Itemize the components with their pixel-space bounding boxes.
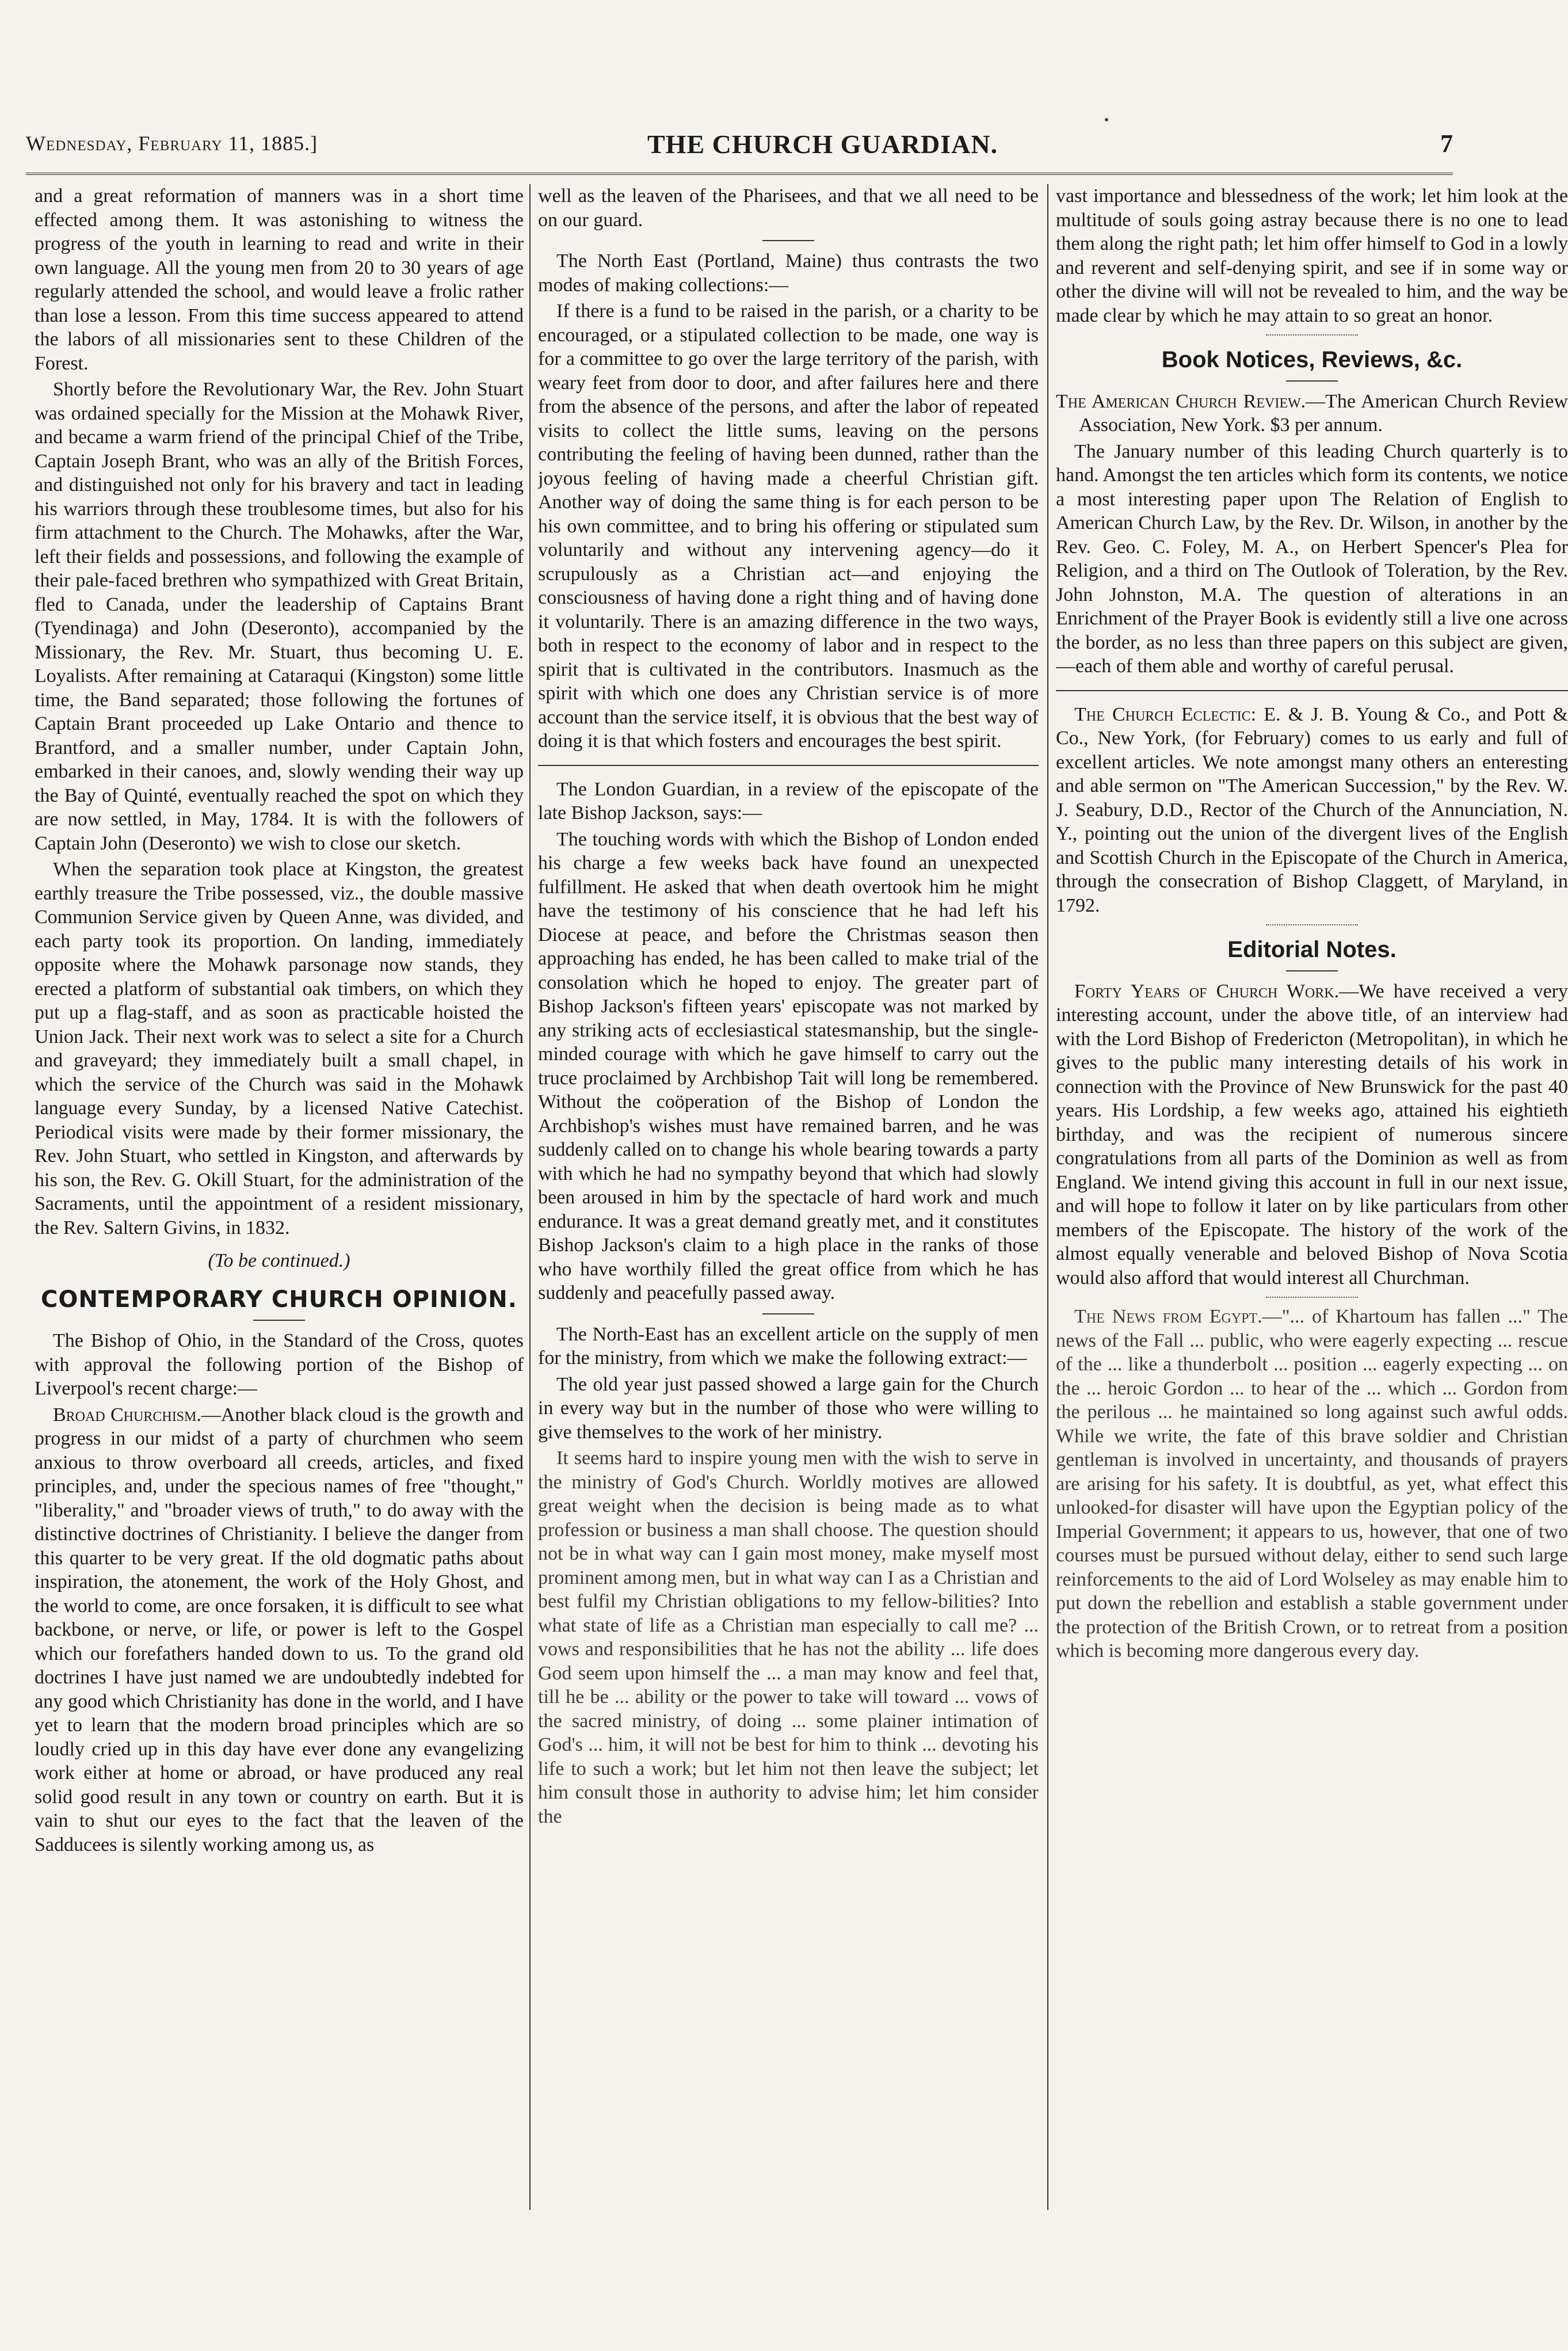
column-2 [538, 184, 1039, 2233]
dotted-rule [1266, 1297, 1358, 1298]
masthead-rule [26, 173, 1453, 175]
article-paragraph: The touching words with which the Bishop of London ended his charge a few weeks back have found an unexpected fulfillment. He asked that when death overtook him he might have the testimony of his conscience that he had left his Diocese at peace, and before the Christmas season then approaching has ended, he has been called to make trial of the consolation which he hoped to enjoy. The greater part of Bishop Jackson's fifteen years' episcopate was not marked by any striking acts of ecclesiastical statesmanship, but the single-minded courage with which he gave himself to carry out the truce proclaimed by Archbishop Tait will long be remembered. Without the coöperation of the Bishop of London the Archbishop's wishes must have remained barren, and he was suddenly called on to change his whole bearing towards a party with which he had no sympathy beyond that which had slowly been aroused in him by the spectacle of hard work and much endurance. It was a great demand greatly met, and it constitutes Bishop Jackson's claim to a high place in the ranks of those who have worthily filled the great office from which he has suddenly and peacefully passed away. [538, 828, 1039, 1304]
issue-date: Wednesday, February 11, 1885.] [26, 132, 318, 155]
paragraph-body: has an excellent article on the supply of men for the ministry, from which we make the following extract:— [538, 1323, 1039, 1369]
to-be-continued: (To be continued.) [208, 1250, 350, 1271]
paragraph-body: —We have received a very interesting account, under the above title, of an interview had with the Lord Bishop of Fredericton (Metropolitan), in which he gives to the public many interesting details of his work in connection with the Province of New Brunswick for the past 40 years. His Lordship, a few weeks ago, attained his eightieth birthday, and was the recipient of numerous sincere congratulations from all parts of the Dominion as well as from England. We intend giving this account in full in our next issue, and will hope to follow it later on by like particulars from other members of the Episcopate. The history of the work of the almost equally venerable and beloved Bishop of Nova Scotia would also afford that would interest all Churchman. [1056, 980, 1568, 1289]
section-heading-book-notices: Book Notices, Reviews, &c. [1161, 347, 1463, 372]
section-heading-editorial-notes: Editorial Notes. [1227, 937, 1397, 962]
review-heading [1056, 390, 1568, 437]
article-paragraph: If there is a fund to be raised in the parish, or a charity to be encouraged, or a stipulated collection to be made, one way is for a committee to go over the large territory of the parish, with weary feet from door to door, and after failures here and there from the absence of the persons, and after the labor of repeated visits to collect the little sums, leaving on the persons contributing the feeling of having been dunned, rather than the joyous feeling of having made a cheerful Christian gift. Another way of doing the same thing is for each person to be his own committee, and to bring his offering or stipulated sum voluntarily and without any intervening agency—do it scrupulously as a Christian act—and enjoying the consciousness of having done a right thing and of having done it voluntarily. There is an amazing difference in the two ways, both in respect to the economy of labor and in respect to the spirit that is cultivated in the contributors. Inasmuch as the spirit with which one does any Christian service is of more account than the service itself, it is obvious that the best way of doing it is that which fosters and encourages the best spirit. [538, 300, 1039, 752]
review-title: The Church Eclectic: [1074, 703, 1257, 725]
review-title: The American Church Review. [1056, 390, 1306, 412]
column-3 [1056, 184, 1568, 2233]
article-paragraph [538, 778, 1039, 825]
dotted-rule [1266, 924, 1358, 925]
paragraph-lead: Broad Churchism. [53, 1404, 201, 1426]
column-1 [35, 184, 524, 2233]
article-paragraph: The Bishop of Ohio, in the Standard of the Cross, quotes with approval the following portion of the Bishop of Liverpool's recent charge:— [35, 1330, 524, 1399]
paragraph-body: —"... of Khartoum has fallen ..." The news of the Fall ... public, who were eagerly expecting ... rescue of the ... like a thunderbolt ... position ... eagerly expecting ... on the ... heroic Gordon ... to hear of the ... which ... Gordon from the perilous ... he maintained so long against such awful odds. While we write, the fate of this brave soldier and Christian gentleman is involved in uncertainty, and thousands of prayers are arising for his safety. It is doubtful, as yet, what effect this unlooked-for disaster will have upon the Egyptian policy of the Imperial Government; it appears to us, however, that one of two courses must be pursued without delay, either to send such large reinforcements to the aid of Lord Wolseley as may enable him to put down the rebellion and establish a stable government under the protection of the British Crown, or to retreat from a position which is becoming more dangerous every day. [1056, 1306, 1568, 1662]
review-publisher: —The American Church Review Association, New York. $3 per annum. [1079, 390, 1568, 436]
article-paragraph: The January number of this leading Church quarterly is to hand. Amongst the ten articles which form its contents, we notice a most interesting paper upon The Relation of English to American Church Law, by the Rev. Dr. Wilson, in another by the Rev. Geo. C. Foley, M. A., on Herbert Spencer's Plea for Religion, and a third on The Outlook of Toleration, by the Rev. John Johnston, M.A. The question of alterations in an Enrichment of the Prayer Book is evidently still a live one across the border, as no less than three papers on this subject are given,—each of them able and worthy of careful perusal. [1056, 440, 1568, 677]
masthead [26, 131, 1464, 166]
paragraph-body: E. & J. B. Young & Co., and Pott & Co., New York, (for February) comes to us early and full of excellent articles. We note amongst many others an enteresting and able sermon on "The American Succession," by the Rev. W. J. Seabury, D.D., Rector of the Church of the Annunciation, N. Y., pointing out the union of the divergent lives of the English and Scottish Church in the Episcopate of the Church in America, through the consecration of Bishop Claggett, of Maryland, in 1792. [1056, 703, 1568, 916]
paragraph-lead: Forty Years of Church Work. [1074, 980, 1340, 1002]
paragraph-body: thus contrasts the two modes of making collections:— [538, 250, 1039, 296]
dotted-rule [1266, 334, 1358, 336]
newspaper-title: THE CHURCH GUARDIAN. [647, 129, 998, 159]
article-paragraph [35, 1403, 524, 1857]
article-paragraph [538, 1323, 1039, 1370]
page-number: 7 [1440, 129, 1453, 158]
article-paragraph: Shortly before the Revolutionary War, the Rev. John Stuart was ordained specially for the Mission at the Mohawk River, and became a warm friend of the principal Chief of the Tribe, Captain Joseph Brant, who was an ally of the British Forces, and distinguished not only for his bravery and tact in leading his warriors through these troublesome times, but also for his firm attachment to the Church. The Mohawks, after the War, left their fields and possessions, and following the example of their pale-faced brethren who sympathized with Great Britain, fled to Canada, under the leadership of Captains Brant (Tyendinaga) and John (Deseronto), accompanied by the Missionary, the Rev. Mr. Stuart, thus becoming U. E. Loyalists. After remaining at Cataraqui (Kingston) some little time, the Band separated; those following the fortunes of Captain Brant proceeded up Lake Ontario and thence to Brantford, and a smaller number, under Captain John, embarked in their canoes, and, slowly wending their way up the Bay of Quinté, eventually reached the spot on which they are now settled, in May, 1784. It is with the followers of Captain John (Deseronto) we wish to close our sketch. [35, 379, 524, 854]
short-rule [1286, 380, 1338, 382]
article-paragraph: It seems hard to inspire young men with the wish to serve in the ministry of God's Church. Worldly motives are allowed great weight when the decision is being made as to what profession or business a man shall choose. The question should not be in what way can I gain most money, make myself most prominent among men, but in what way can I as a Christian and best fulfil my Christian obligations to my fellow-bilities? Into what state of life as a Christian man especially to call me? ... vows and responsibilities that he has not the ability ... life does God seem upon himself the ... a man may know and feel that, till he be ... ability or the power to take will toward ... vows of the sacred ministry, of doing ... some plainer intimation of God's ... him, it will not be best for him to think ... devoting his life to such a work; but let him not then leave the subject; let him consult those in authority to advise him; let him consider the [538, 1447, 1039, 1827]
section-heading-contemporary-opinion: CONTEMPORARY CHURCH OPINION. [41, 1286, 517, 1313]
paragraph-body: in a review of the episcopate of the late Bishop Jackson, says:— [538, 778, 1039, 824]
article-paragraph: vast importance and blessedness of the work; let him look at the multitude of souls going astray because there is no one to lead them along the right path; let him offer himself to God in a lowly and reverent and self-denying spirit, and see if in some way or other the divine will will not be revealed to him, and the way be made clear by which he may attain to so great an honor. [1056, 185, 1568, 326]
article-paragraph: The old year just passed showed a large gain for the Church in every way but in the number of those who were willing to give themselves to the work of her ministry. [538, 1373, 1039, 1443]
paragraph-lead: The North-East [556, 1323, 678, 1345]
paragraph-lead: The North East (Portland, Maine) [556, 250, 842, 272]
paragraph-lead: The London Guardian, [556, 778, 741, 800]
article-paragraph: When the separation took place at Kingston, the greatest earthly treasure the Tribe possessed, viz., the double massive Communion Service given by Queen Anne, was divided, and each party took its proportion. On landing, immediately opposite where the Mohawk parsonage now stands, they erected a platform of substantial oak timbers, on which they put up a flag-staff, and as soon as practicable hoisted the Union Jack. Their next work was to select a site for a Church and graveyard; they immediately built a small chapel, in which the service of the Church was said in the Mohawk language every Sunday, by a licensed Native Catechist. Periodical visits were made by their former missionary, the Rev. John Stuart, who settled in Kingston, and afterwards by his son, the Rev. G. Okill Stuart, for the administration of the Sacraments, until the appointment of a resident missionary, the Rev. Saltern Givins, in 1832. [35, 859, 524, 1239]
column-divider [529, 184, 531, 2210]
column-divider [1047, 184, 1048, 2210]
section-rule [538, 765, 1039, 766]
short-rule [762, 240, 814, 241]
short-rule [762, 1313, 814, 1314]
article-paragraph: and a great reformation of manners was in a short time effected among them. It was astonishing to witness the progress of the youth in learning to read and write in their own language. All the young men from 20 to 30 years of age regularly attended the school, and would leave a frolic rather than lose a lesson. From this time success appeared to attend the labors of all missionaries sent to these Children of the Forest. [35, 185, 524, 374]
short-rule [253, 1320, 305, 1321]
section-rule [1056, 690, 1568, 691]
article-paragraph [538, 249, 1039, 297]
ink-speck [1105, 118, 1108, 121]
article-paragraph: well as the leaven of the Pharisees, and that we all need to be on our guard. [538, 185, 1039, 231]
short-rule [1286, 970, 1338, 971]
paragraph-lead: The News from Egypt. [1074, 1306, 1262, 1327]
article-paragraph [1056, 980, 1568, 1290]
paragraph-body: —Another black cloud is the growth and progress in our midst of a party of churchmen who seem anxious to throw overboard all creeds, articles, and fixed principles, and, under the specious names of free "thought," "liberality," and "broader views of truth," to do away with the distinctive doctrines of Christianity. I believe the danger from this quarter to be very great. If the old dogmatic paths about inspiration, the atonement, the work of the Holy Ghost, and the world to come, are once forsaken, it is difficult to see what backbone, or nerve, or life, or power is left to the Gospel which our forefathers handed down to us. To the grand old doctrines I have just named we are undoubtedly indebted for any good which Christianity has done in the world, and I have yet to learn that the modern broad principles which are so loudly cried up in this day have ever done any evangelizing work either at home or abroad, or have produced any real solid good result in any town or country on earth. But it is vain to shut our eyes to the fact that the leaven of the Sadducees is silently working among us, as [35, 1404, 524, 1855]
article-paragraph [1056, 703, 1568, 918]
article-paragraph [1056, 1305, 1568, 1663]
